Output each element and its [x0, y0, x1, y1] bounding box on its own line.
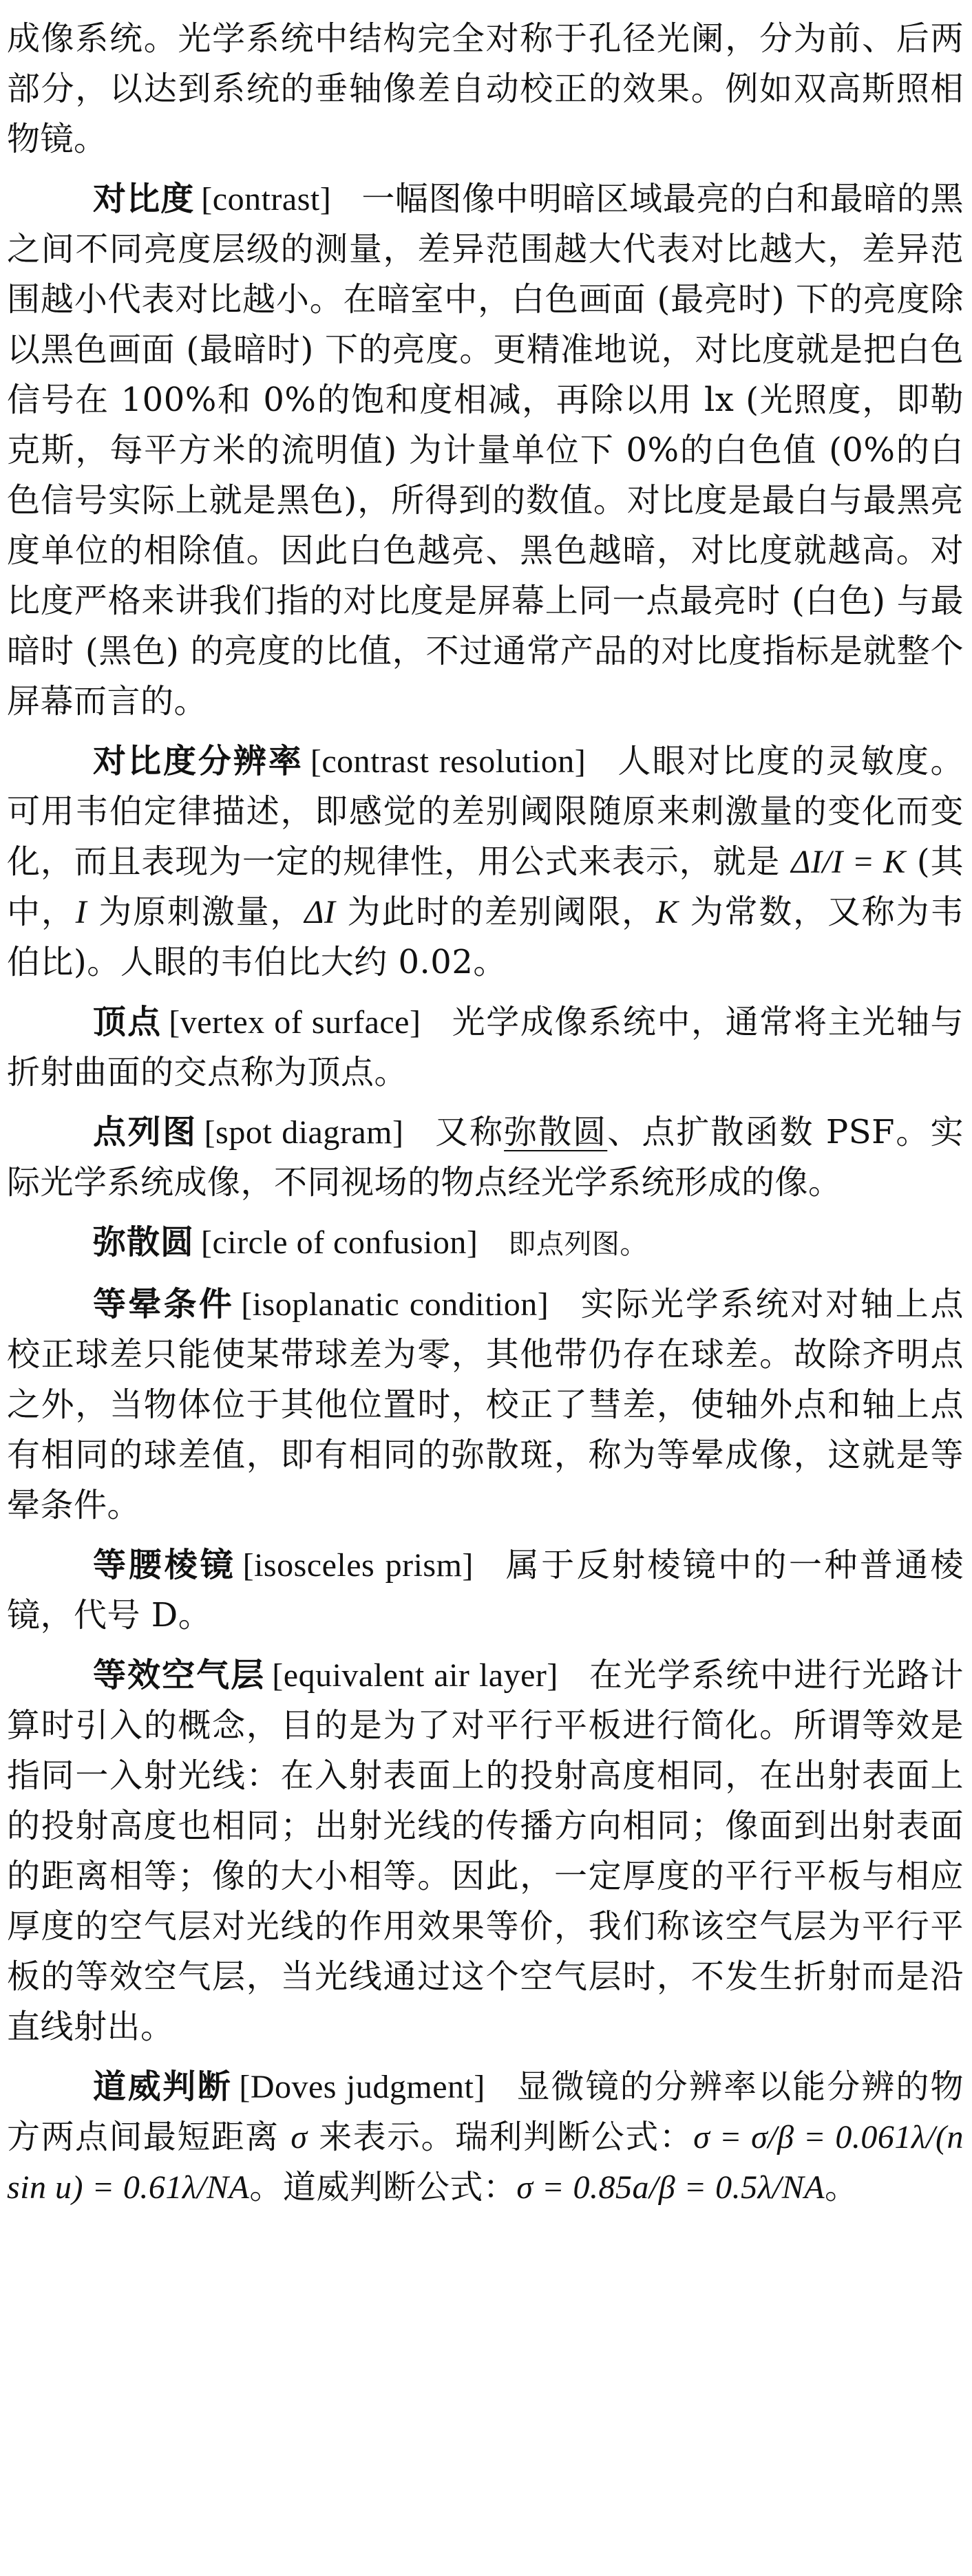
cross-reference-link[interactable]: 弥散圆 — [504, 1113, 608, 1151]
entry-body: 实际光学系统对对轴上点校正球差只能使某带球差为零，其他带仍存在球差。故除齐明点之外，当物体位于其他位置时，校正了彗差，使轴外点和轴上点有相同的球差值，即有相同的弥散斑，称为等晕成像，这就是等晕条件。 — [7, 1285, 964, 1524]
entry-body: 光学成像系统中，通常将主光轴与折射曲面的交点称为顶点。 — [7, 1003, 964, 1092]
entry-term: 弥散圆 — [93, 1223, 195, 1262]
entry-english: [spot diagram] — [204, 1114, 404, 1151]
entry-body: 人眼对比度的灵敏度。可用韦伯定律描述，即感觉的差别阈限随原来刺激量的变化而变化，而且表现为一定的规律性，用公式来表示，就是 — [7, 742, 964, 881]
entry-english: [vertex of surface] — [169, 1004, 421, 1041]
entry-contrast — [7, 174, 964, 727]
doves-formula: σ = 0.85a/β = 0.5λ/NA — [516, 2169, 825, 2206]
entry-body: 为此时的差别阈限， — [347, 893, 656, 931]
entry-term: 等腰棱镜 — [93, 1546, 236, 1584]
entry-body: (其中， — [7, 842, 964, 931]
entry-term: 道威判断 — [93, 2067, 233, 2106]
entry-term: 对比度分辨率 — [93, 742, 304, 780]
entry-doves-judgment — [7, 2062, 964, 2213]
entry-english: [contrast resolution] — [310, 743, 587, 780]
entry-body: 显微镜的分辨率以能分辨的物方两点间最短距离 — [7, 2067, 964, 2156]
entry-english: [contrast] — [201, 181, 332, 217]
entry-english: [equivalent air layer] — [272, 1657, 558, 1694]
rayleigh-formula: σ = σ/β = 0.061λ/(n sin u) = 0.61λ/NA — [7, 2119, 964, 2206]
entry-term: 点列图 — [93, 1113, 198, 1151]
entry-vertex — [7, 997, 964, 1098]
var-delta-i: ΔI — [304, 894, 336, 930]
var-i: I — [75, 894, 87, 930]
entry-term: 对比度 — [93, 180, 195, 218]
sigma-symbol: σ — [290, 2119, 308, 2155]
entry-term: 等效空气层 — [93, 1656, 266, 1694]
entry-body: 来表示。瑞利判断公式： — [319, 2118, 694, 2156]
entry-isosceles-prism — [7, 1540, 964, 1641]
entry-english: [isoplanatic condition] — [241, 1286, 549, 1323]
entry-body: 。道威判断公式： — [249, 2168, 517, 2206]
entry-contrast-resolution — [7, 736, 964, 988]
entry-body: 又称 — [434, 1113, 505, 1151]
var-k: K — [656, 894, 679, 930]
weber-formula: ΔI/I = K — [791, 844, 906, 880]
entry-spot-diagram — [7, 1107, 964, 1208]
entry-english: [isosceles prism] — [242, 1547, 474, 1584]
entry-body: 、点扩散函数 PSF。实际光学系统成像，不同视场的物点经光学系统形成的像。 — [7, 1113, 964, 1202]
entry-body: 。 — [825, 2168, 858, 2206]
entry-body: 即点列图。 — [508, 1228, 648, 1260]
entry-body: 为常数，又称为韦伯比)。人眼的韦伯比大约 0.02。 — [7, 893, 964, 981]
entry-term: 顶点 — [93, 1003, 162, 1041]
entry-body: 为原刺激量， — [98, 893, 305, 931]
entry-body: 一幅图像中明暗区域最亮的白和最暗的黑之间不同亮度层级的测量，差异范围越大代表对比越大，差异范围越小代表对比越小。在暗室中，白色画面 (最亮时) 下的亮度除以黑色画面 (最暗时) 下的亮度。更精准地说，对比度就是把白色信号在 100%和 0%的饱和度相减，再除以用 lx (光照度，即勒克斯，每平方米的流明值) 为计量单位下 0%的白色值 (0%的白色信号实际上就是黑色)，所得到的数值。对比度是最白与最黑亮度单位的相除值。因此白色越亮、黑色越暗，对比度就越高。对比度严格来讲我们指的对比度是屏幕上同一点最亮时 (白色) 与最暗时 (黑色) 的亮度的比值，不过通常产品的对比度指标是就整个屏幕而言的。 — [7, 180, 964, 721]
entry-english: [Doves judgment] — [239, 2069, 485, 2105]
entry-term: 等晕条件 — [93, 1285, 235, 1323]
intro-paragraph: 成像系统。光学系统中结构完全对称于孔径光阑，分为前、后两部分，以达到系统的垂轴像差自动校正的效果。例如双高斯照相物镜。 — [7, 19, 964, 158]
entry-body: 属于反射棱镜中的一种普通棱镜，代号 D。 — [7, 1546, 964, 1635]
entry-body: 在光学系统中进行光路计算时引入的概念，目的是为了对平行平板进行简化。所谓等效是指同一入射光线：在入射表面上的投射高度相同，在出射表面上的投射高度也相同；出射光线的传播方向相同；像面到出射表面的距离相等；像的大小相等。因此，一定厚度的平行平板与相应厚度的空气层对光线的作用效果等价，我们称该空气层为平行平板的等效空气层，当光线通过这个空气层时，不发生折射而是沿直线射出。 — [7, 1656, 964, 2046]
entry-equivalent-air-layer — [7, 1650, 964, 2052]
entry-isoplanatic-condition — [7, 1279, 964, 1531]
entry-circle-of-confusion — [7, 1217, 964, 1270]
entry-english: [circle of confusion] — [201, 1224, 478, 1261]
